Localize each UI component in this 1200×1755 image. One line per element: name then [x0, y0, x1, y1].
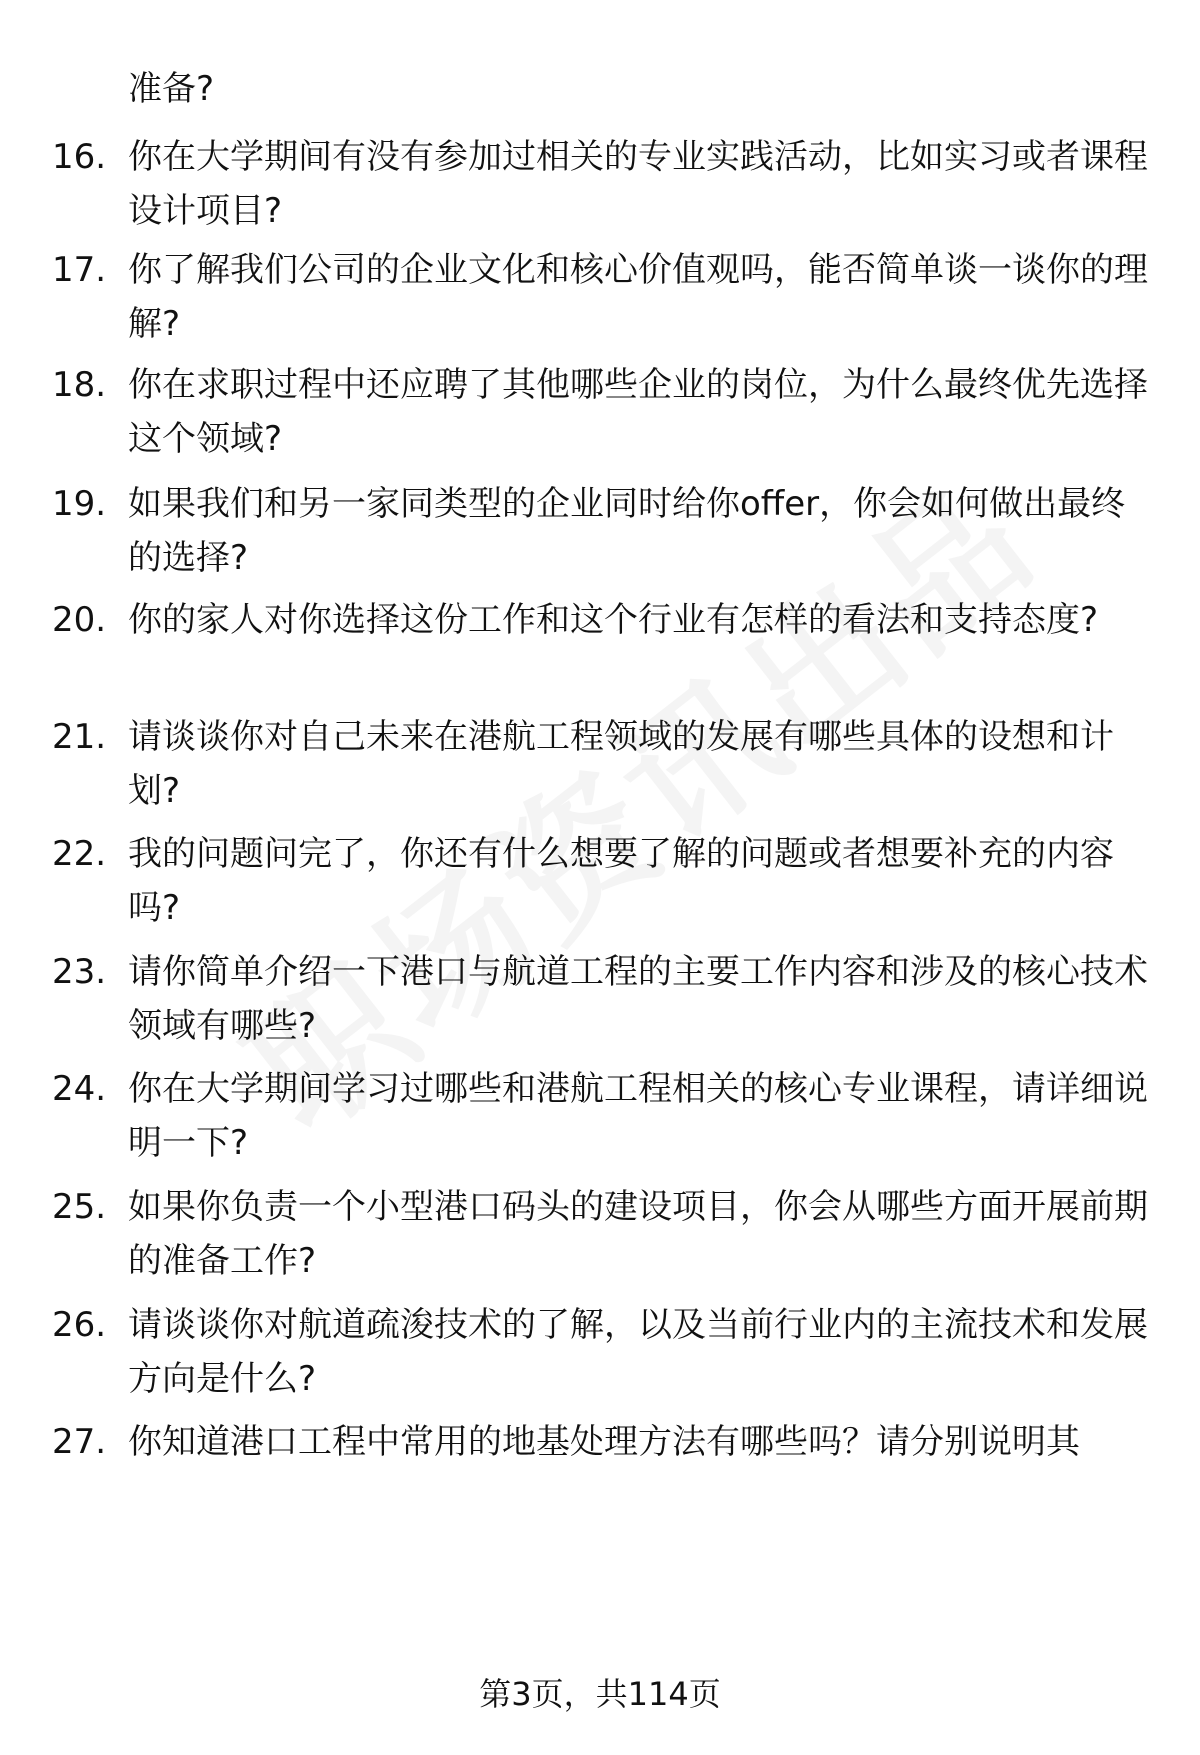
question-text: 如果我们和另一家同类型的企业同时给你offer，你会如何做出最终的选择? [128, 484, 1126, 578]
question-item [52, 593, 1152, 647]
question-item [52, 827, 1152, 935]
question-text: 如果你负责一个小型港口码头的建设项目，你会从哪些方面开展前期的准备工作? [128, 1187, 1148, 1281]
page-number-footer: 第3页，共114页 [479, 1675, 721, 1713]
question-item [52, 358, 1152, 466]
question-text: 你在大学期间学习过哪些和港航工程相关的核心专业课程，请详细说明一下? [128, 1069, 1148, 1163]
question-item [52, 477, 1152, 585]
question-number: 22. [52, 834, 107, 874]
question-number: 18. [52, 365, 107, 405]
question-item [52, 1062, 1152, 1170]
continuation-text: 准备? [128, 69, 215, 109]
question-text: 你了解我们公司的企业文化和核心价值观吗，能否简单谈一谈你的理解? [128, 250, 1148, 344]
question-number: 21. [52, 717, 107, 757]
question-item [52, 945, 1152, 1053]
question-text: 你知道港口工程中常用的地基处理方法有哪些吗？请分别说明其 [128, 1422, 1080, 1462]
question-item [52, 243, 1152, 351]
question-text: 我的问题问完了，你还有什么想要了解的问题或者想要补充的内容吗? [128, 834, 1114, 928]
question-number: 26. [52, 1305, 107, 1345]
question-text: 请谈谈你对自己未来在港航工程领域的发展有哪些具体的设想和计划? [128, 717, 1114, 811]
question-item [52, 130, 1152, 238]
question-item [52, 1180, 1152, 1288]
question-number: 24. [52, 1069, 107, 1109]
question-number: 16. [52, 137, 107, 177]
question-number: 27. [52, 1422, 107, 1462]
question-text: 请你简单介绍一下港口与航道工程的主要工作内容和涉及的核心技术领域有哪些? [128, 952, 1148, 1046]
question-number: 23. [52, 952, 107, 992]
question-item [52, 710, 1152, 818]
question-number: 20. [52, 600, 107, 640]
question-text: 你在求职过程中还应聘了其他哪些企业的岗位，为什么最终优先选择这个领域? [128, 365, 1148, 459]
question-number: 17. [52, 250, 107, 290]
question-text: 你在大学期间有没有参加过相关的专业实践活动，比如实习或者课程设计项目? [128, 137, 1148, 231]
question-number: 25. [52, 1187, 107, 1227]
question-number: 19. [52, 484, 107, 524]
question-item [52, 1415, 1152, 1469]
question-item [52, 1298, 1152, 1406]
question-text: 你的家人对你选择这份工作和这个行业有怎样的看法和支持态度? [128, 600, 1099, 640]
question-text: 请谈谈你对航道疏浚技术的了解，以及当前行业内的主流技术和发展方向是什么? [128, 1305, 1148, 1399]
